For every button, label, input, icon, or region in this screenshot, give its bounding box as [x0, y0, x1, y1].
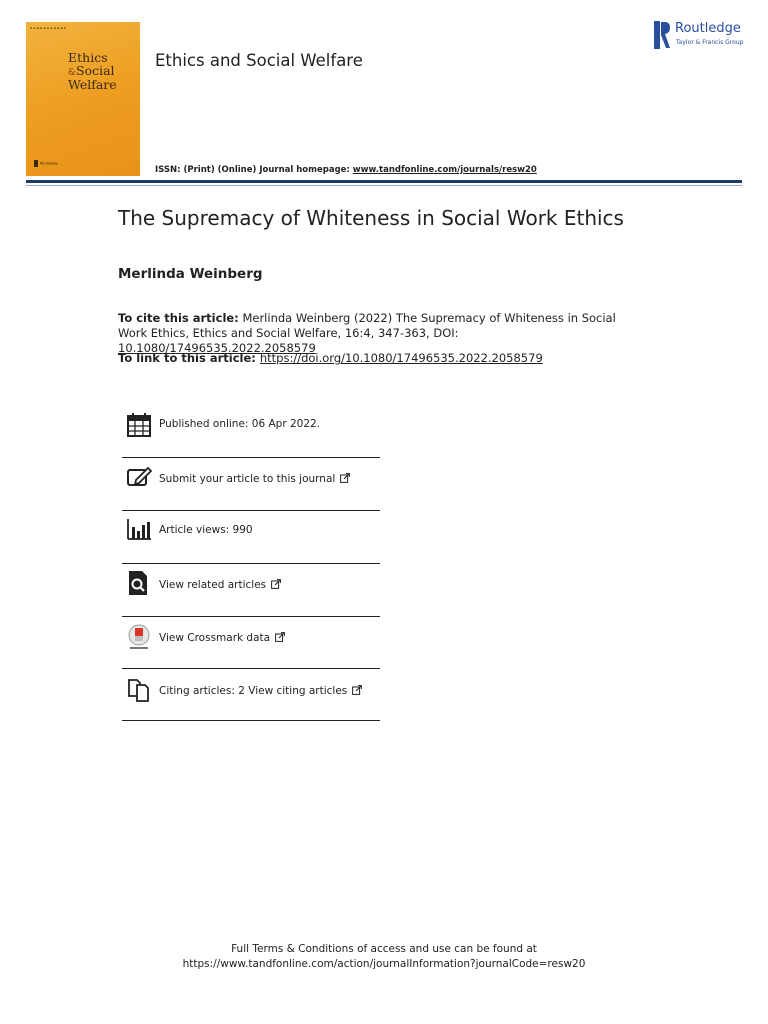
publisher-subtitle: Taylor & Francis Group: [676, 39, 744, 46]
publisher-name: Routledge: [675, 21, 741, 36]
divider: [122, 720, 380, 721]
footer-terms-text: Full Terms & Conditions of access and use can be found at: [231, 943, 537, 955]
bar-chart-icon: [126, 517, 152, 543]
related-articles-item[interactable]: [122, 570, 380, 622]
article-author: Merlinda Weinberg: [118, 266, 263, 282]
citing-icon: [126, 676, 152, 702]
edit-icon: [126, 465, 152, 491]
journal-cover: [26, 22, 140, 176]
journal-title: Ethics and Social Welfare: [155, 51, 363, 70]
cover-publisher-logo: Routledge: [34, 160, 64, 170]
footer-terms-url[interactable]: https://www.tandfonline.com/action/journalInformation?journalCode=resw20: [182, 958, 586, 970]
crossmark-link[interactable]: View Crossmark data: [159, 632, 285, 644]
header-rule-thin: [26, 185, 742, 186]
search-document-icon: [126, 570, 152, 596]
header-rule: [26, 180, 742, 183]
article-views-item: [122, 517, 380, 569]
related-articles-link[interactable]: View related articles: [159, 579, 281, 591]
calendar-icon: [126, 412, 152, 438]
article-title: The Supremacy of Whiteness in Social Work Ethics: [118, 206, 624, 230]
external-link-icon: [271, 579, 281, 589]
cite-doi-link[interactable]: 10.1080/17496535.2022.2058579: [118, 341, 316, 355]
cover-title: Ethics &Social Welfare: [68, 50, 117, 92]
divider: [122, 457, 380, 458]
article-link-line: [118, 351, 718, 365]
divider: [122, 563, 380, 564]
external-link-icon: [275, 632, 285, 642]
cite-label: To cite this article:: [118, 311, 239, 325]
citation: [118, 311, 638, 356]
footer: [0, 942, 768, 972]
issn-line: ISSN: (Print) (Online) Journal homepage: www.tandfonline.com/journals/resw20: [155, 165, 537, 175]
divider: [122, 510, 380, 511]
article-doi-link[interactable]: https://doi.org/10.1080/17496535.2022.2058579: [259, 351, 543, 365]
journal-homepage-link[interactable]: www.tandfonline.com/journals/resw20: [352, 165, 537, 175]
external-link-icon: [352, 685, 362, 695]
link-label: To link to this article:: [118, 351, 256, 365]
article-views-text: Article views: 990: [159, 524, 253, 536]
crossmark-icon: [126, 624, 152, 650]
publisher-logo: [654, 21, 754, 51]
cover-strip: ▪ ▪ ▪ ▪ ▪ ▪ ▪ ▪ ▪ ▪ ▪: [30, 26, 67, 30]
divider: [122, 668, 380, 669]
routledge-logo-icon: [654, 21, 671, 49]
external-link-icon: [340, 473, 350, 483]
cite-text: Merlinda Weinberg (2022) The Supremacy of Whiteness in Social Work Ethics, Ethics and Social Welfare, 16:4, 347-363, DOI:: [118, 311, 616, 340]
published-online-text: Published online: 06 Apr 2022.: [159, 418, 321, 430]
divider: [122, 616, 380, 617]
submit-article-link[interactable]: Submit your article to this journal: [159, 473, 350, 485]
citing-articles-link[interactable]: Citing articles: 2 View citing articles: [159, 685, 362, 697]
